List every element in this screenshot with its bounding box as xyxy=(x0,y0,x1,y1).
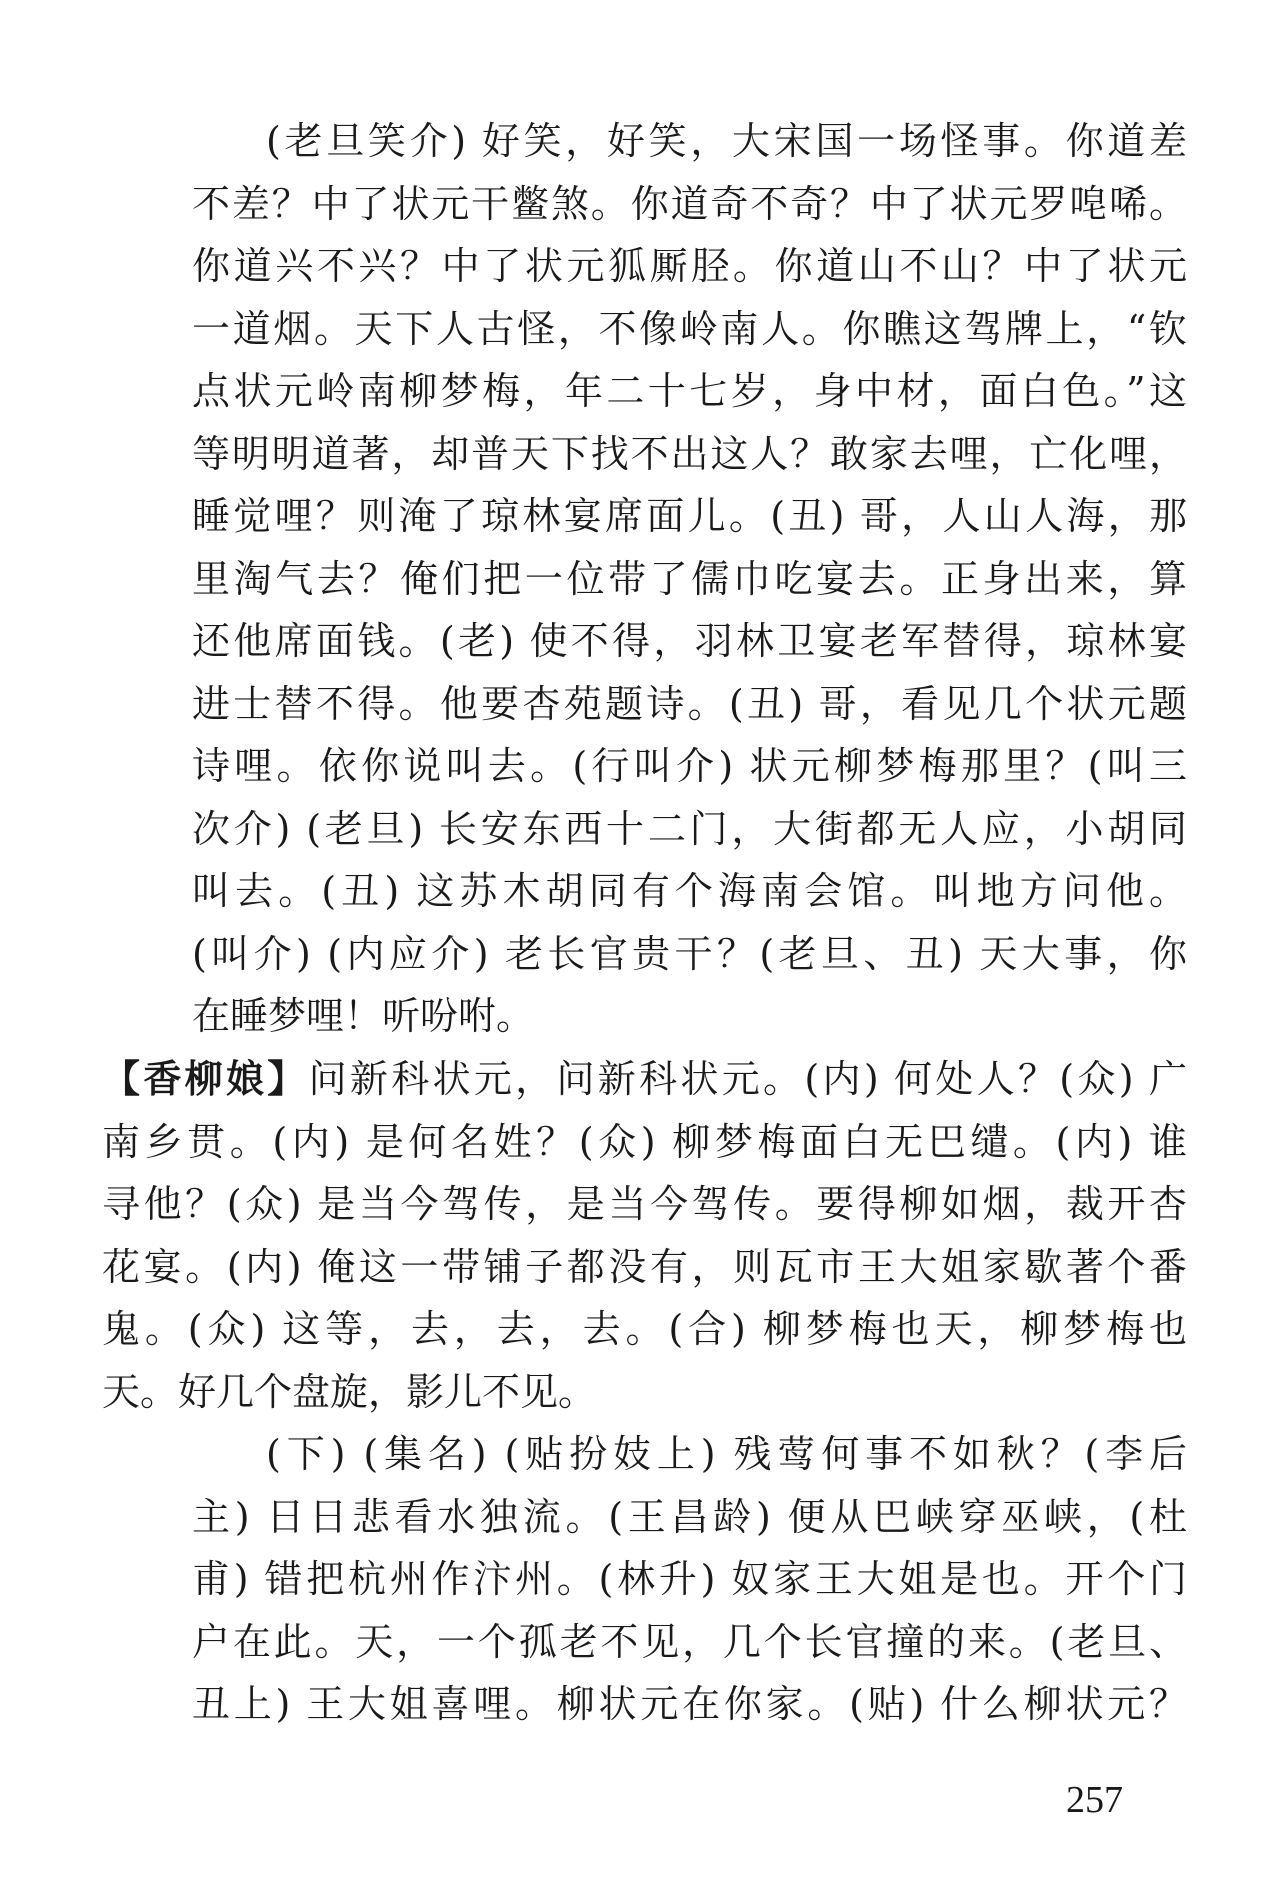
text-line: 你道兴不兴？中了状元狐厮胫。你道山不山？中了状元 xyxy=(192,244,1187,288)
text-line: 还他席面钱。(老) 使不得，羽林卫宴老军替得，琼林宴 xyxy=(192,619,1187,663)
text-line: 主) 日日悲看水独流。(王昌龄) 便从巴峡穿巫峡，(杜 xyxy=(192,1494,1187,1539)
text-line: 里淘气去？俺们把一位带了儒巾吃宴去。正身出来，算 xyxy=(192,556,1187,601)
text-line: 天。好几个盘旋，影儿不见。 xyxy=(102,1369,597,1414)
text-line: 诗哩。依你说叫去。(行叫介) 状元柳梦梅那里？(叫三 xyxy=(192,744,1187,788)
text-line: 等明明道著，却普天下找不出这人？敢家去哩，亡化哩， xyxy=(192,431,1187,476)
text-line: 一道烟。天下人古怪，不像岭南人。你瞧这驾牌上，“钦 xyxy=(192,306,1187,351)
text-line: (叫介) (内应介) 老长官贵干？(老旦、丑) 天大事，你 xyxy=(192,931,1187,976)
text-line: 甫) 错把杭州作汴州。(林升) 奴家王大姐是也。开个门 xyxy=(192,1557,1187,1601)
text-line: 点状元岭南柳梦梅，年二十七岁，身中材，面白色。”这 xyxy=(192,369,1187,413)
text-line: 户在此。天，一个孤老不见，几个长官撞的来。(老旦、 xyxy=(192,1619,1187,1664)
aria-first-line-text: 问新科状元，问新科状元。(内) 何处人？(众) 广 xyxy=(308,1057,1187,1101)
text-line: 花宴。(内) 俺这一带铺子都没有，则瓦市王大姐家歇著个番 xyxy=(102,1244,1187,1289)
tune-name: 【香柳娘】 xyxy=(102,1057,309,1101)
aria-section xyxy=(102,1048,1187,1423)
text-line: 叫去。(丑) 这苏木胡同有个海南会馆。叫地方问他。 xyxy=(192,869,1187,913)
text-line: 进士替不得。他要杏苑题诗。(丑) 哥，看见几个状元题 xyxy=(192,681,1187,726)
text-line: 不差？中了状元干鳖煞。你道奇不奇？中了状元罗唣唏。 xyxy=(192,181,1187,226)
aria-first-line xyxy=(102,1048,1187,1111)
text-line: 鬼。(众) 这等，去，去，去。(合) 柳梦梅也天，柳梦梅也 xyxy=(102,1307,1187,1351)
dialogue-section-2 xyxy=(192,1423,1187,1736)
text-line: 丑上) 王大姐喜哩。柳状元在你家。(贴) 什么柳状元？ xyxy=(192,1682,1187,1726)
dialogue-section-1 xyxy=(192,110,1187,1048)
page-number: 257 xyxy=(1066,1779,1123,1821)
text-line: 在睡梦哩！听吩咐。 xyxy=(192,994,535,1038)
text-line: 寻他？(众) 是当今驾传，是当今驾传。要得柳如烟，裁开杏 xyxy=(102,1182,1187,1226)
text-line: 南乡贯。(内) 是何名姓？(众) 柳梦梅面白无巴缱。(内) 谁 xyxy=(102,1119,1187,1164)
text-line: 睡觉哩？则淹了琼林宴席面儿。(丑) 哥，人山人海，那 xyxy=(192,494,1187,538)
text-line: (老旦笑介) 好笑，好笑，大宋国一场怪事。你道差 xyxy=(266,119,1187,163)
text-line: (下) (集名) (贴扮妓上) 残莺何事不如秋？(李后 xyxy=(266,1432,1187,1476)
text-line: 次介) (老旦) 长安东西十二门，大街都无人应，小胡同 xyxy=(192,806,1187,851)
